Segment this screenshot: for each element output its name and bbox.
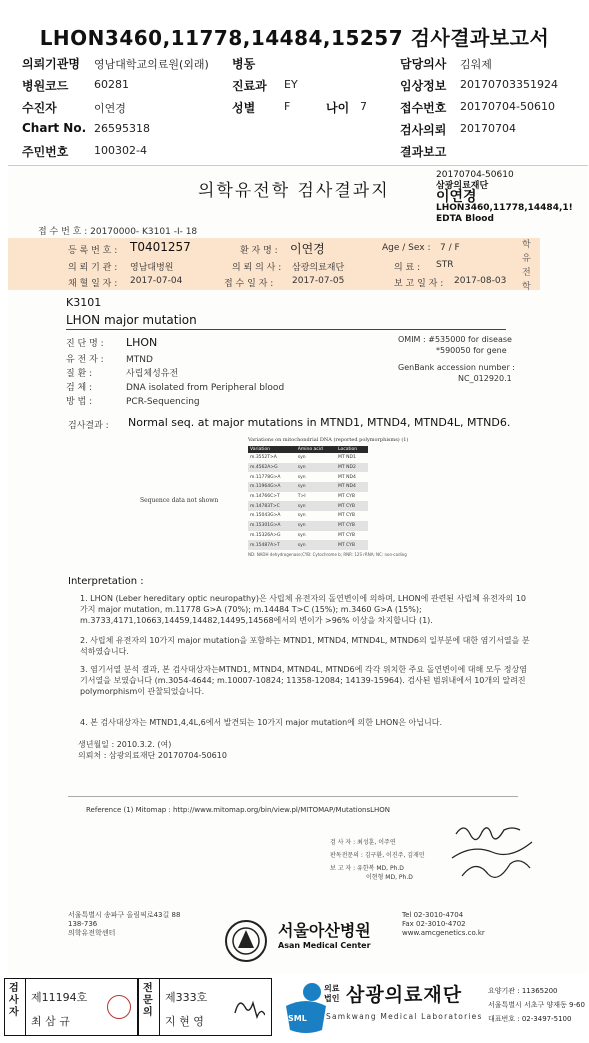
paper-title: 의학유전학 검사결과지 [198,181,390,201]
amino-acid-cell: syn [296,521,336,531]
hospital-name-kr: 서울아산병원 [278,921,371,940]
rep: 2017-08-03 [454,276,507,286]
location-cell: MT ND4 [338,474,356,480]
org-name-en: Samkwang Medical Laboratories [326,1012,483,1021]
report-title: LHON3460,11778,14484,15257 검사결과보고서 [39,26,550,50]
disease-value: 사립체성유전 [126,369,179,379]
signer-2: 판독전문의 : 김구환, 이진주, 김재민 [330,852,425,859]
corner-name: 이연경 [436,189,477,205]
receipt-label: 접수번호 [400,101,447,115]
ward-label: 병동 [232,57,256,71]
header-row-2 [22,77,579,99]
request-value: 20170704 [460,122,516,135]
sml-mark: SML [288,1014,307,1023]
inspector-name: 최 삼 규 [31,1015,70,1028]
variation-header: Variation [248,446,296,453]
hospital-code-value: 60281 [94,78,129,91]
variation-row [248,511,368,521]
request-number: 의뢰처 : 삼광의료재단 20170704-50610 [78,751,227,760]
footer [4,978,586,1038]
pname: 이연경 [290,242,325,256]
signer-3: 보 고 자 : 유한복 MD, Ph.D [330,865,404,872]
birth-block [78,739,227,761]
report-header [22,55,579,165]
variation-cell: m.15043G>A [250,513,281,519]
variation-table [248,446,368,550]
reviewer-signature [229,991,265,1021]
tel: Tel 02-3010-4704 [402,911,464,919]
location-header: Location [336,446,368,453]
variation-note: ND: NADH dehydrogenase;CYB: Cytochrome b; RNR: 12S rRNA; NC: non-coding [248,552,407,557]
variation-row [248,501,368,511]
disease-line [66,366,178,379]
corner-label [436,170,588,225]
agesex: 7 / F [440,243,460,253]
amino-acid-cell: syn [297,513,306,519]
stamp-divider [25,979,26,1035]
interpretation-heading: Interpretation : [68,576,144,587]
amino-acid-cell: syn [297,532,306,538]
omim-block [398,334,515,384]
gene-line [66,352,153,365]
location-cell: MT CYB [336,540,368,550]
recv-label: 접 수 일 자 : [224,279,274,289]
result-label: 검사결과 : [68,421,109,431]
scanned-report-page [8,165,588,973]
location-cell: MT ND4 [336,482,368,492]
sample-label: 의 료 : [394,263,421,273]
amino-acid-cell: T>I [297,494,306,500]
sample: STR [436,260,454,270]
location-cell: MT ND2 [336,463,368,473]
org-prefix [324,984,344,1004]
amino-acid-cell: syn [297,455,306,461]
birth-date: 생년월일 : 2010.3.2. (여) [78,740,172,749]
side-vertical-text: 학유전학 [522,240,531,292]
request-label: 검사의뢰 [400,123,447,137]
amino-acid-cell: syn [296,540,336,550]
disease-label: 질 환 : [66,369,93,379]
org-address: 서울특별시 서초구 양재동 9-60 [488,1001,585,1009]
sex-label: 성별 [232,101,256,115]
header-row-4 [22,121,579,143]
reviewer-license: 제333호 [165,991,208,1004]
variation-cell: m.11964G>A [248,482,296,492]
id-value: 100302-4 [94,144,147,157]
clinical-value: 20170703351924 [460,78,558,91]
reg-label: 등 록 번 호 : [68,246,118,256]
amino-acid-cell: syn [296,482,336,492]
interpretation-para-1: 1. LHON (Leber hereditary optic neuropathy)은 사립체 유전자의 돌연변이에 의하며, LHON에 관련된 사립체 유전자의 10가지 major mutation, m.11778 G>A (70%); m.14484 T>C (15%); m.3460 G>A (15%); m.3733,4171,10663,14459,14482,14495,14568에서의 변이가 >96% 이상을 차지합니다 (1). [80,594,527,625]
header-row-3 [22,99,579,121]
divider [66,329,506,330]
variation-caption: Variations on mitochondrial DNA (reported polymorphisms) (1) [248,437,409,443]
location-cell: MT CYB [338,532,356,538]
org-name: 삼광의료재단 [346,984,463,1006]
inspector-seal-icon [107,995,131,1019]
id-label: 주민번호 [22,145,69,159]
variation-cell: m.15326A>G [250,532,281,538]
sequence-note: Sequence data not shown [140,497,219,504]
omim-label: OMIM : [398,335,426,344]
location-cell: MT CYB [338,494,356,500]
variation-row [248,463,368,473]
header-row-5 [22,143,579,165]
center-address [68,911,180,938]
variation-cell: m.15301G>A [248,521,296,531]
clinical-label: 임상정보 [400,79,447,93]
variation-header-row [248,446,368,453]
amino-acid-cell: syn [296,501,336,511]
variation-row [248,472,368,482]
variation-row [248,540,368,550]
address-line-1: 서울특별시 송파구 올림픽로43길 88 [68,911,181,919]
signer-4: 이현형 MD, Ph.D [366,874,413,881]
reg-no: T0401257 [130,240,191,254]
test-name: LHON major mutation [66,313,197,327]
patient-label: 수진자 [22,101,57,115]
age-value: 7 [360,100,367,113]
corner-org: 삼광의료재단 [436,181,489,191]
method-value: PCR-Sequencing [126,397,200,407]
dx-line [66,336,157,349]
agesex-label: Age / Sex : [382,243,431,253]
org-prefix-2: 법인 [324,994,340,1003]
doctor-label: 담당의사 [400,57,447,71]
variation-rows [248,453,368,550]
location-cell: MT CYB [336,521,368,531]
corner-specimen: EDTA Blood [436,214,494,224]
main-tel: 대표번호 : 02-3497-5100 [488,1015,572,1023]
hospital-code-label: 병원코드 [22,79,69,93]
hospital-logo [278,918,371,950]
variation-row [248,521,368,531]
reviewer-vertical-label: 전문의 [143,983,153,1018]
dept-value: EY [284,78,298,91]
stamp-divider [159,979,160,1035]
variation-row [248,492,368,502]
gene-label: 유 전 자 : [66,355,104,365]
rep-label: 보 고 일 자 : [394,279,444,289]
variation-cell: m.15487A>T [248,540,296,550]
specimen-label: 검 체 : [66,383,93,393]
header-row-1 [22,55,579,77]
reviewer-stamp [138,978,272,1036]
variation-row [248,531,368,541]
gene-value: MTND [126,355,153,365]
asan-seal-icon [223,918,269,964]
variation-cell: m.14766C>T [250,494,280,500]
variation-cell: m.3552T>A [250,455,277,461]
interpretation-para-3: 3. 염기서열 분석 결과, 본 검사대상자는MTND1, MTND4, MTND4L, MTND6에 각각 위치한 주요 돌연변이에 대해 모두 정상염기서열을 보였습니다 (m.3054-4644; m.10007-10824; 11358-12084; 14139-15964). 검사된 범위내에서 10개의 알려진 polymorphism이 관찰되었습니다. [80,665,527,696]
reviewer-name: 지 현 영 [165,1015,204,1028]
address-line-3: 의학유전학센터 [68,929,116,937]
patient-value: 이연경 [94,102,126,115]
amino-acid-cell: syn [297,474,306,480]
handwritten-signature [448,814,548,894]
variation-cell: m.11778G>A [250,474,281,480]
pname-label: 환 자 명 : [240,246,278,256]
genbank-value: NC_012920.1 [458,374,512,383]
report-label: 결과보고 [400,145,447,159]
hospital-name-en: Asan Medical Center [278,941,371,950]
inspector-vertical-label: 검사자 [9,983,19,1018]
corner-test: LHON3460,11778,14484,1! [436,203,573,213]
genbank-label: GenBank accession number : [398,363,515,372]
variation-cell: m.14783T>C [248,501,296,511]
collect-label: 채 혈 일 자 : [68,279,118,289]
variation-row [248,482,368,492]
institution-label: 의뢰기관명 [22,57,80,71]
variation-cell: m.4562A>G [248,463,296,473]
dept-label: 진료과 [232,79,267,93]
omim-gene: *590050 for gene [436,346,507,355]
address-line-2: 138-736 [68,920,98,928]
result-text: Normal seq. at major mutations in MTND1, MTND4, MTND4L, MTND6. [128,416,511,429]
phone-label: 요양기관 : 11365200 [488,987,558,995]
sex-value: F [284,100,291,113]
dx-label: 진 단 명 : [66,339,104,349]
inst: 영남대병원 [130,263,174,273]
doctor-value: 김워제 [460,58,492,71]
inspector-stamp [4,978,138,1036]
receipt-line: 접 수 번 호 : 20170000- K3101 -I- 18 [38,227,198,237]
location-cell: MT ND1 [338,455,356,461]
sml-logo-block [282,978,586,1036]
inst-label: 의 뢰 기 관 : [68,263,118,273]
method-line [66,394,200,407]
dx-value: LHON [126,336,158,349]
omim-disease: #535000 for disease [428,335,512,344]
age-label: 나이 [326,101,350,115]
interpretation-para-4: 4. 본 검사대상자는 MTND1,4,4L,6에서 발견되는 10가지 major mutation에 의한 LHON은 아닙니다. [80,718,442,727]
specimen-line [66,380,284,393]
reqorg: 삼광의료재단 [292,263,345,273]
center-contact [402,911,485,938]
amino-acid-cell: syn [296,463,336,473]
omim-line-1 [398,334,515,345]
collect: 2017-07-04 [130,276,183,286]
org-prefix-1: 의료 [324,984,340,993]
fax: Fax 02-3010-4702 [402,920,466,928]
separator [68,796,518,797]
receipt-value: 20170704-50610 [460,100,555,113]
interpretation-para-2: 2. 사립체 유전자의 10가지 major mutation을 포함하는 MTND1, MTND4, MTND4L, MTND6의 일부분에 대한 염기서열을 분석하였습니다. [80,636,530,656]
institution-value: 영남대학교의료원(외래) [94,58,209,71]
specimen-value: DNA isolated from Peripheral blood [126,383,285,393]
amino-acid-header: Amino acid [296,446,336,453]
chart-value: 26595318 [94,122,150,135]
signer-1: 검 사 자 : 최성훈, 이주연 [330,839,396,846]
reqorg-label: 의 뢰 의 사 : [232,263,282,273]
inspector-license: 제11194호 [31,991,88,1004]
variation-row [248,453,368,463]
reference: Reference (1) Mitomap : http://www.mitomap.org/bin/view.pl/MITOMAP/MutationsLHON [86,806,391,814]
test-code: K3101 [66,296,102,309]
location-cell: MT CYB [336,501,368,511]
website: www.amcgenetics.co.kr [402,929,485,937]
recv: 2017-07-05 [292,276,345,286]
corner-no: 20170704-50610 [436,170,514,180]
method-label: 방 법 : [66,397,93,407]
location-cell: MT CYB [338,513,356,519]
sml-logo-icon [282,980,330,1034]
chart-label: Chart No. [22,121,87,135]
